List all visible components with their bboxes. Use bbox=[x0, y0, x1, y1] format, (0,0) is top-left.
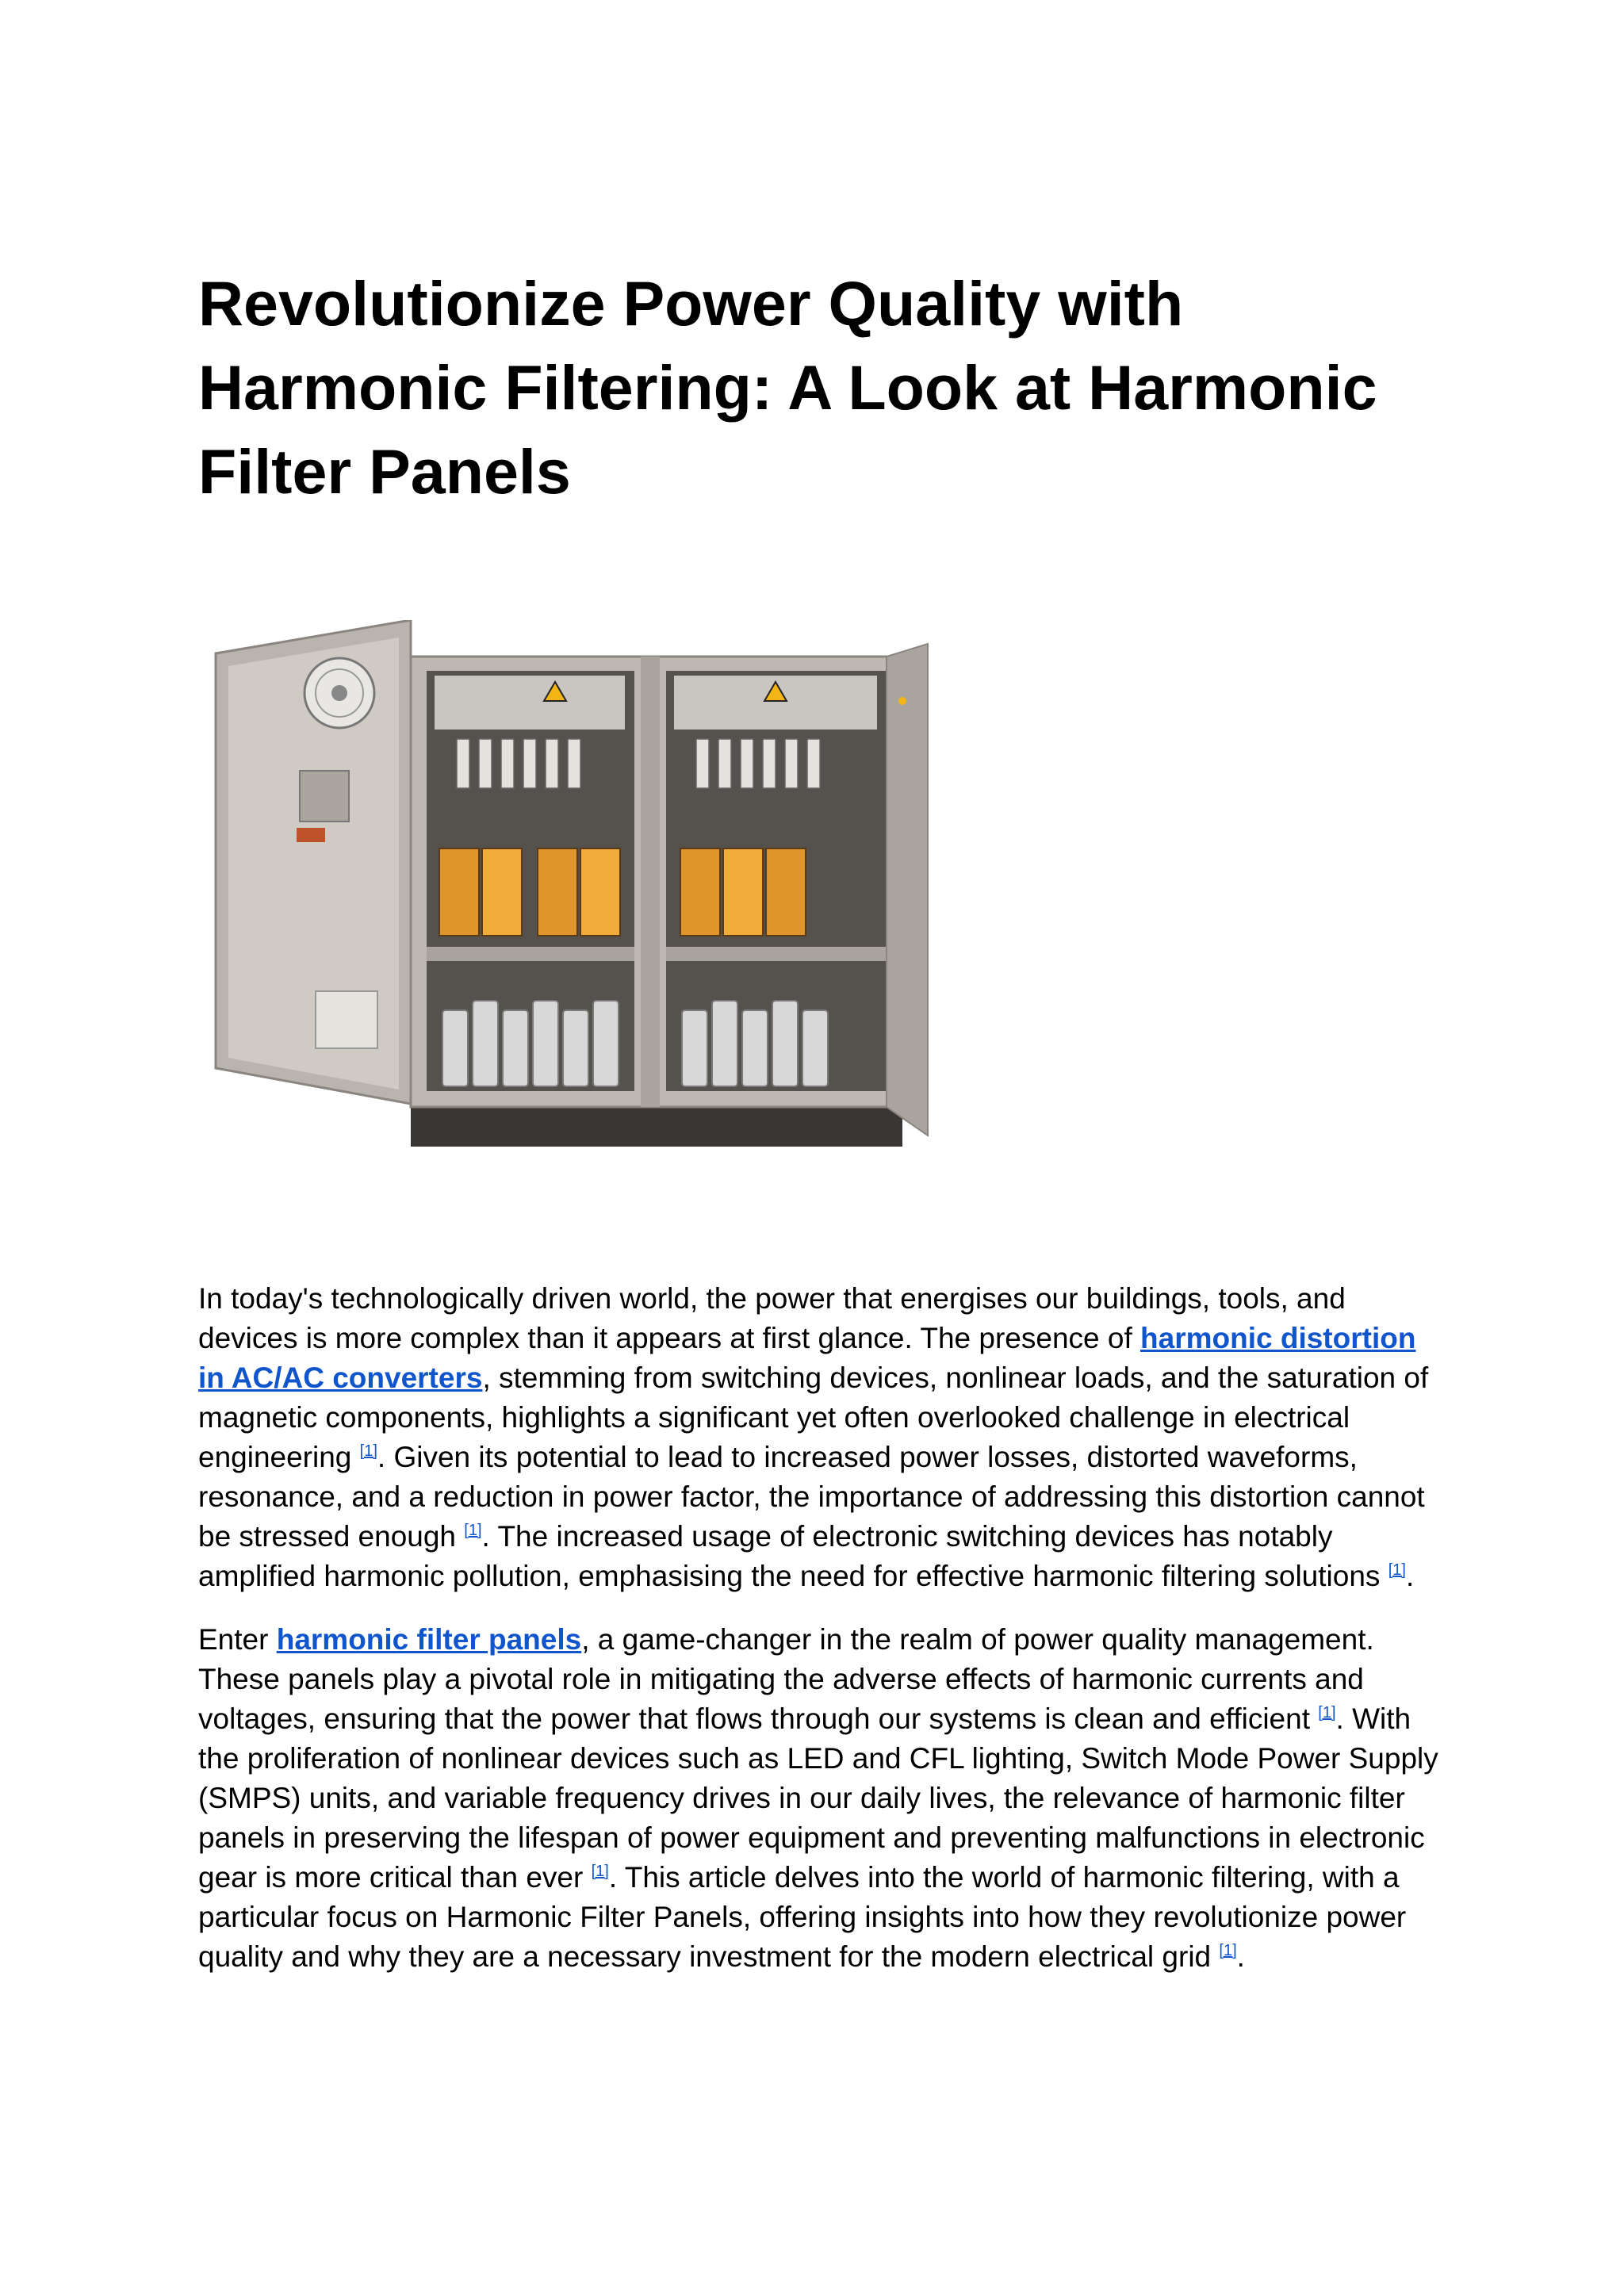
citation-link[interactable]: [1] bbox=[1318, 1704, 1336, 1721]
paragraph-text: . Given its potential to lead to increased power losses, distorted waveforms, resonance, and a reduction in power factor, the importance of addressing this distortion cannot be stressed enough bbox=[198, 1441, 1425, 1553]
paragraph-text: . The increased usage of electronic switching devices has notably amplified harmonic pollution, emphasising the need for effective harmonic filtering solutions bbox=[198, 1520, 1388, 1592]
inline-link[interactable]: harmonic filter panels bbox=[276, 1623, 582, 1656]
paragraph-text: . bbox=[1236, 1940, 1245, 1973]
page-title: Revolutionize Power Quality with Harmonic Filtering: A Look at Harmonic Filter Panels bbox=[198, 268, 1377, 507]
paragraph-text: , a game-changer in the realm of power quality management. These panels play a pivotal role in mitigating the adverse effects of harmonic currents and voltages, ensuring that the power that flows through our systems is clean and efficient bbox=[198, 1623, 1374, 1735]
paragraph-text: In today's technologically driven world, the power that energises our buildings, tools, and devices is more complex than it appears at first glance. The presence of bbox=[198, 1282, 1346, 1354]
paragraph-text: . bbox=[1405, 1560, 1415, 1592]
inline-link[interactable]: harmonic distortion in AC/AC converters bbox=[198, 1322, 1416, 1394]
document-page bbox=[198, 262, 1443, 514]
paragraph-text: . This article delves into the world of harmonic filtering, with a particular focus on Harmonic Filter Panels, offering insights into how they revolutionize power quality and why they are a necessary investment for the modern electrical grid bbox=[198, 1861, 1407, 1973]
citation-link[interactable]: [1] bbox=[1388, 1561, 1406, 1579]
citation-link[interactable]: [1] bbox=[464, 1522, 482, 1539]
harmonic-filter-panel-icon bbox=[205, 620, 934, 1223]
article-body bbox=[198, 1279, 1443, 2001]
paragraph-text: Enter bbox=[198, 1623, 277, 1656]
paragraph-text: , stemming from switching devices, nonlinear loads, and the saturation of magnetic components, highlights a significant yet often overlooked challenge in electrical engineering bbox=[198, 1361, 1429, 1473]
citation-link[interactable]: [1] bbox=[591, 1863, 609, 1880]
article-paragraph bbox=[198, 1279, 1443, 1596]
paragraph-text: . With the proliferation of nonlinear devices such as LED and CFL lighting, Switch Mode Power Supply (SMPS) units, and variable frequency drives in our daily lives, the relevance of harmonic filter panels in preserving the lifespan of power equipment and preventing malfunctions in electronic gear is more critical than ever bbox=[198, 1702, 1438, 1894]
product-image bbox=[205, 620, 934, 1223]
citation-link[interactable]: [1] bbox=[1219, 1942, 1237, 1959]
citation-link[interactable]: [1] bbox=[359, 1442, 377, 1460]
article-paragraph bbox=[198, 1620, 1443, 1977]
